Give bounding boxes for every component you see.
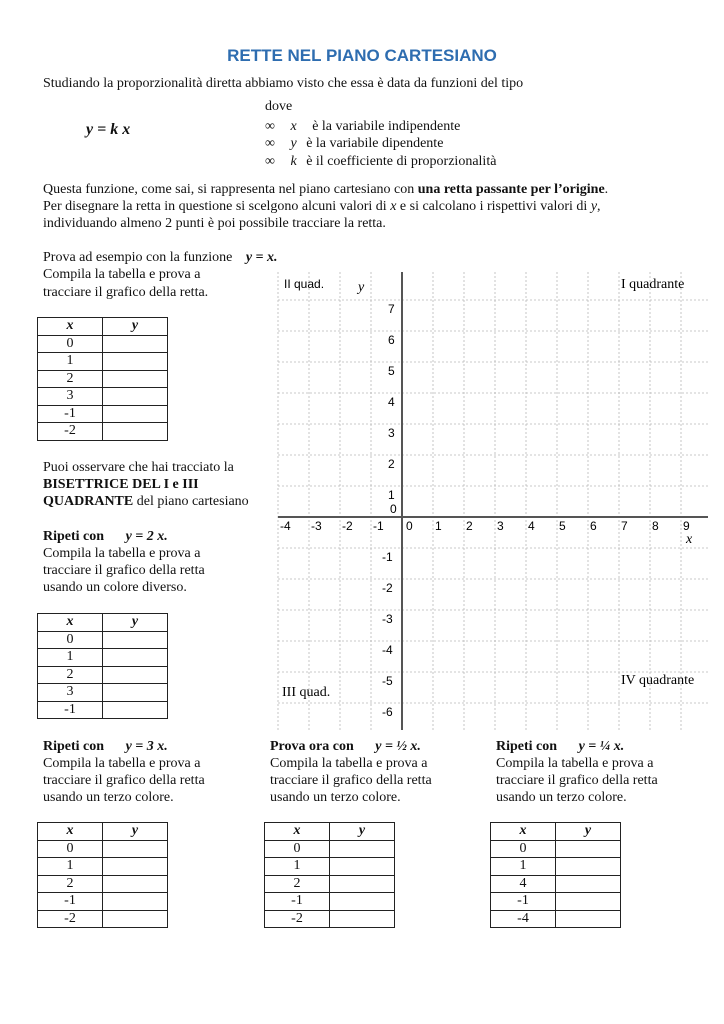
x-tick-label: -1 [373, 519, 384, 533]
table-header-y: y [103, 614, 168, 632]
para1-text: Questa funzione, come sai, si rappresenta nel piano cartesiano con [43, 182, 418, 197]
table-cell-x: 1 [38, 858, 103, 876]
para1-var-y: y [590, 199, 598, 214]
ex5-function: y = ¼ x. [578, 739, 625, 754]
definition-x-text: è la variabile indipendente [312, 119, 461, 134]
para1-bold: una retta passante per l’origine [417, 182, 605, 197]
page-title: RETTE NEL PIANO CARTESIANO [227, 46, 497, 65]
table-cell-x: -1 [38, 701, 103, 719]
ex4-table [264, 822, 395, 928]
bisettrice-line1: Puoi osservare che hai tracciato la [43, 460, 234, 475]
table-cell-y[interactable] [103, 335, 168, 353]
y-tick-label: -1 [382, 550, 393, 564]
table-cell-y[interactable] [330, 893, 395, 911]
table-cell-x: 0 [38, 840, 103, 858]
ex4-lead: Prova ora con [270, 739, 354, 754]
table-cell-y[interactable] [103, 858, 168, 876]
ex1-table [37, 317, 168, 441]
para1-comma: , [597, 199, 601, 214]
table-cell-x: 2 [265, 875, 330, 893]
table-cell-y[interactable] [556, 893, 621, 911]
ex5-line1 [496, 738, 624, 756]
ex3-line4: usando un terzo colore. [43, 790, 174, 805]
y-tick-label: -4 [382, 643, 393, 657]
x-tick-label: -2 [342, 519, 353, 533]
table-cell-x: 1 [491, 858, 556, 876]
table-header-y: y [556, 823, 621, 841]
x-tick-label: 9 [683, 519, 690, 533]
table-cell-y[interactable] [103, 666, 168, 684]
table-header-x: x [38, 318, 103, 336]
x-tick-label: 3 [497, 519, 504, 533]
table-header-x: x [491, 823, 556, 841]
variable-x: x [290, 119, 297, 134]
y-tick-label: 7 [388, 302, 395, 316]
formula: y = k x [86, 121, 131, 138]
table-cell-x: -1 [265, 893, 330, 911]
table-cell-x: 3 [38, 388, 103, 406]
table-cell-y[interactable] [330, 910, 395, 928]
table-cell-y[interactable] [556, 910, 621, 928]
y-tick-label: -2 [382, 581, 393, 595]
table-cell-x: -2 [38, 423, 103, 441]
table-cell-x: 2 [38, 370, 103, 388]
definition-x [265, 118, 460, 136]
intro-text: Studiando la proporzionalità diretta abbiamo visto che essa è data da funzioni del tipo [43, 76, 524, 91]
para1-period: . [604, 182, 609, 197]
y-tick-label: -6 [382, 705, 393, 719]
table-cell-x: 0 [265, 840, 330, 858]
table-cell-y[interactable] [556, 840, 621, 858]
ex2-lead: Ripeti con [43, 529, 105, 544]
quadrant-i-label: I quadrante [621, 277, 685, 292]
y-tick-label: 6 [388, 333, 395, 347]
table-cell-x: -2 [38, 910, 103, 928]
ex3-line3: tracciare il grafico della retta [43, 773, 205, 788]
table-cell-x: -4 [491, 910, 556, 928]
table-cell-x: 2 [38, 666, 103, 684]
y-tick-labels [382, 302, 397, 719]
table-cell-y[interactable] [103, 631, 168, 649]
y-tick-label: 0 [390, 502, 397, 516]
ex1-line3: tracciare il grafico della retta. [43, 285, 209, 300]
table-cell-y[interactable] [103, 684, 168, 702]
x-tick-label: 0 [406, 519, 413, 533]
ex2-table [37, 613, 168, 719]
bisettrice-line2: BISETTRICE DEL I e III [43, 477, 199, 492]
y-tick-label: 1 [388, 488, 395, 502]
ex2-line3: tracciare il grafico della retta [43, 563, 205, 578]
x-tick-label: 7 [621, 519, 628, 533]
table-cell-x: 1 [265, 858, 330, 876]
bisettrice-line3 [43, 493, 249, 511]
x-tick-label: 4 [528, 519, 535, 533]
table-cell-x: -1 [38, 405, 103, 423]
table-cell-y[interactable] [103, 910, 168, 928]
para1-line3: individuando almeno 2 punti è poi possibile tracciare la retta. [43, 216, 386, 231]
y-tick-label: 5 [388, 364, 395, 378]
bisettrice-text: del piano cartesiano [133, 494, 249, 509]
ex5-line2: Compila la tabella e prova a [496, 756, 654, 771]
para1-text: e si calcolano i rispettivi valori di [396, 199, 591, 214]
x-axis-label: x [686, 532, 693, 547]
infinity-bullet-icon: ∞ [265, 119, 275, 134]
ex4-line3: tracciare il grafico della retta [270, 773, 432, 788]
definition-y-text: è la variabile dipendente [306, 136, 444, 151]
x-tick-label: -4 [280, 519, 291, 533]
ex4-function: y = ½ x. [375, 739, 421, 754]
table-cell-y[interactable] [103, 405, 168, 423]
quadrant-ii-label: II quad. [284, 277, 325, 291]
ex3-table [37, 822, 168, 928]
quadrant-iii-label: III quad. [282, 685, 331, 700]
bisettrice-bold: QUADRANTE [43, 494, 134, 509]
table-cell-y[interactable] [103, 370, 168, 388]
table-cell-y[interactable] [103, 423, 168, 441]
x-tick-labels [280, 519, 690, 533]
ex3-function: y = 3 x. [125, 739, 168, 754]
ex2-line1 [43, 528, 168, 546]
y-axis-label: y [358, 280, 365, 295]
x-tick-label: 2 [466, 519, 473, 533]
para1-line1 [43, 181, 608, 199]
grid [278, 272, 708, 730]
table-cell-x: 3 [38, 684, 103, 702]
table-cell-y[interactable] [103, 701, 168, 719]
x-tick-label: 1 [435, 519, 442, 533]
ex2-line2: Compila la tabella e prova a [43, 546, 201, 561]
table-cell-y[interactable] [556, 875, 621, 893]
ex5-lead: Ripeti con [496, 739, 558, 754]
x-tick-label: 5 [559, 519, 566, 533]
table-cell-x: 1 [38, 353, 103, 371]
ex1-text: Prova ad esempio con la funzione [43, 250, 233, 265]
definition-y [265, 135, 443, 153]
ex5-line4: usando un terzo colore. [496, 790, 627, 805]
table-cell-x: -2 [265, 910, 330, 928]
table-cell-x: 1 [38, 649, 103, 667]
table-header-x: x [265, 823, 330, 841]
ex4-line4: usando un terzo colore. [270, 790, 401, 805]
variable-y: y [290, 136, 297, 151]
y-tick-label: 4 [388, 395, 395, 409]
table-header-x: x [38, 614, 103, 632]
ex5-line3: tracciare il grafico della retta [496, 773, 658, 788]
table-cell-y[interactable] [556, 858, 621, 876]
infinity-bullet-icon: ∞ [265, 154, 275, 169]
ex1-line2: Compila la tabella e prova a [43, 267, 201, 282]
table-header-x: x [38, 823, 103, 841]
table-cell-x: -1 [38, 893, 103, 911]
table-cell-y[interactable] [103, 649, 168, 667]
table-cell-x: 0 [491, 840, 556, 858]
ex3-lead: Ripeti con [43, 739, 105, 754]
ex3-line2: Compila la tabella e prova a [43, 756, 201, 771]
table-cell-y[interactable] [103, 875, 168, 893]
table-cell-y[interactable] [330, 858, 395, 876]
axes [278, 272, 708, 730]
table-header-y: y [103, 823, 168, 841]
definition-k-text: è il coefficiente di proporzionalità [306, 154, 497, 169]
variable-k: k [290, 154, 297, 169]
ex3-line1 [43, 738, 168, 756]
table-cell-y[interactable] [330, 840, 395, 858]
y-tick-label: 3 [388, 426, 395, 440]
ex2-line4: usando un colore diverso. [43, 580, 187, 595]
cartesian-plane[interactable] [272, 268, 712, 738]
y-tick-label: -5 [382, 674, 393, 688]
infinity-bullet-icon: ∞ [265, 136, 275, 151]
ex4-line1 [270, 738, 421, 756]
para1-var-x: x [390, 199, 397, 214]
table-cell-y[interactable] [103, 840, 168, 858]
table-cell-x: -1 [491, 893, 556, 911]
y-tick-label: -3 [382, 612, 393, 626]
table-cell-y[interactable] [103, 388, 168, 406]
table-cell-y[interactable] [330, 875, 395, 893]
table-cell-y[interactable] [103, 353, 168, 371]
table-cell-x: 4 [491, 875, 556, 893]
x-tick-label: 8 [652, 519, 659, 533]
para1-line2 [43, 198, 601, 216]
ex4-line2: Compila la tabella e prova a [270, 756, 428, 771]
quadrant-iv-label: IV quadrante [621, 673, 695, 688]
definition-k [265, 153, 496, 171]
table-cell-x: 0 [38, 631, 103, 649]
y-tick-label: 2 [388, 457, 395, 471]
dove-label: dove [265, 99, 293, 114]
table-header-y: y [330, 823, 395, 841]
ex2-function: y = 2 x. [125, 529, 168, 544]
table-header-y: y [103, 318, 168, 336]
ex1-function: y = x. [245, 250, 278, 265]
table-cell-x: 2 [38, 875, 103, 893]
x-tick-label: -3 [311, 519, 322, 533]
para1-text: Per disegnare la retta in questione si scelgono alcuni valori di [43, 199, 391, 214]
x-tick-label: 6 [590, 519, 597, 533]
table-cell-y[interactable] [103, 893, 168, 911]
ex5-table [490, 822, 621, 928]
ex1-line1 [43, 249, 278, 267]
table-cell-x: 0 [38, 335, 103, 353]
